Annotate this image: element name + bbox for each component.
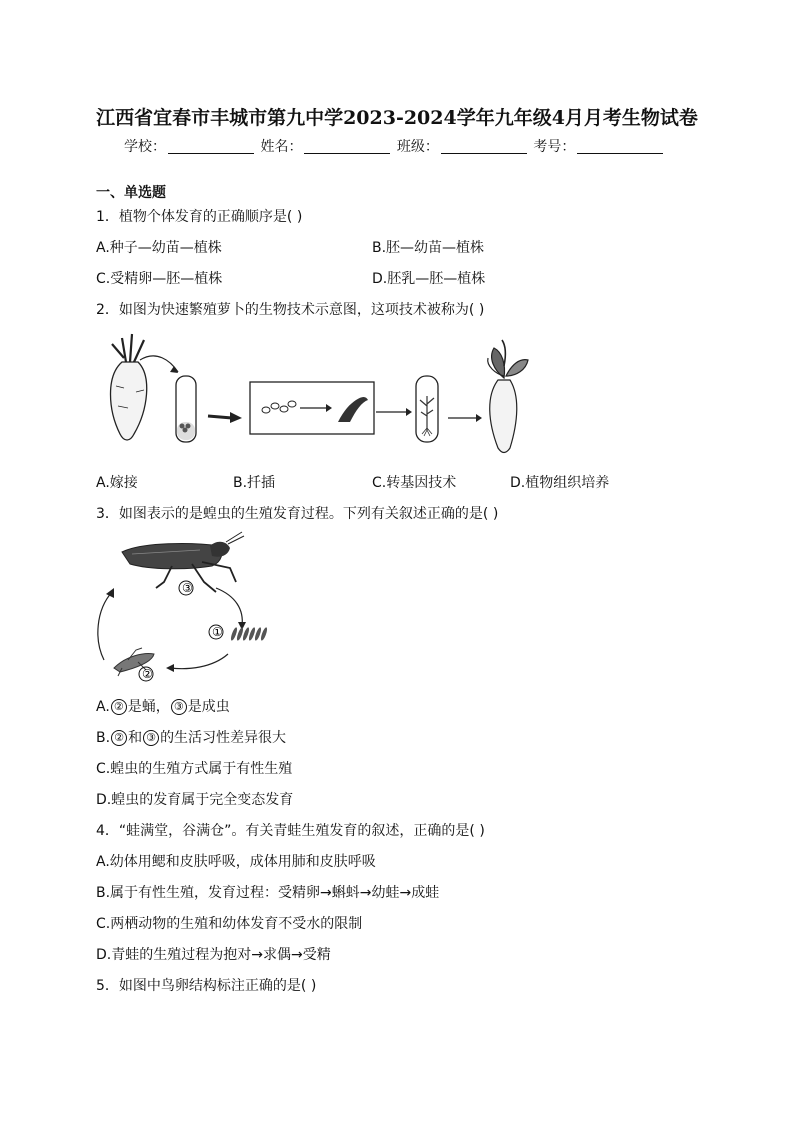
circled-2: ② bbox=[111, 699, 127, 715]
exam-title: 江西省宜春市丰城市第九中学2023-2024学年九年级4月月考生物试卷 bbox=[96, 107, 698, 129]
q2-option-c: C.转基因技术 bbox=[372, 475, 457, 491]
name-label: 姓名： bbox=[260, 139, 303, 155]
stage-3-label: ③ bbox=[182, 581, 193, 595]
q3-option-a bbox=[96, 696, 230, 716]
q3-option-c: C.蝗虫的生殖方式属于有性生殖 bbox=[96, 761, 293, 777]
class-label: 班级： bbox=[396, 139, 439, 155]
q3-option-a-suffix: 是成虫 bbox=[187, 699, 230, 715]
school-blank bbox=[168, 139, 254, 154]
q2-option-a: A.嫁接 bbox=[96, 475, 138, 491]
q1-option-b: B.胚—幼苗—植株 bbox=[372, 240, 485, 256]
stage-2-label: ② bbox=[142, 667, 153, 681]
q3-option-a-prefix: A. bbox=[96, 699, 110, 715]
test-tube-with-tissue-icon bbox=[176, 376, 196, 442]
circled-3: ③ bbox=[171, 699, 187, 715]
q3-option-b bbox=[96, 727, 286, 747]
q3-option-d: D.蝗虫的发育属于完全变态发育 bbox=[96, 792, 294, 808]
school-label: 学校： bbox=[124, 139, 166, 155]
student-info-line bbox=[124, 136, 665, 156]
q4-option-d: D.青蛙的生殖过程为抱对→求偶→受精 bbox=[96, 947, 331, 963]
q1-option-a: A.种子—幼苗—植株 bbox=[96, 240, 222, 256]
q1-stem: 1．植物个体发育的正确顺序是( ) bbox=[96, 209, 303, 225]
q5-stem: 5．如图中鸟卵结构标注正确的是( ) bbox=[96, 978, 317, 994]
name-blank bbox=[304, 139, 390, 154]
q3-stem: 3．如图表示的是蝗虫的生殖发育过程。下列有关叙述正确的是( ) bbox=[96, 506, 499, 522]
q1-option-d: D.胚乳—胚—植株 bbox=[372, 271, 486, 287]
q3-option-b-suffix: 的生活习性差异很大 bbox=[160, 730, 287, 746]
class-blank bbox=[441, 139, 527, 154]
q4-option-c: C.两栖动物的生殖和幼体发育不受水的限制 bbox=[96, 916, 363, 932]
callus-differentiation-panel bbox=[250, 382, 374, 434]
stage-1-label: ① bbox=[212, 625, 223, 639]
section-title: 一、单选题 bbox=[96, 185, 166, 201]
q2-option-b: B.扦插 bbox=[233, 475, 276, 491]
q4-stem: 4．“蛙满堂，谷满仓”。有关青蛙生殖发育的叙述，正确的是( ) bbox=[96, 823, 485, 839]
q3-option-a-mid: 是蛹， bbox=[127, 699, 170, 715]
circled-3: ③ bbox=[143, 730, 159, 746]
circled-2: ② bbox=[111, 730, 127, 746]
q1-option-c: C.受精卵—胚—植株 bbox=[96, 271, 223, 287]
q4-option-a: A.幼体用鳃和皮肤呼吸，成体用肺和皮肤呼吸 bbox=[96, 854, 376, 870]
exam-number-blank bbox=[577, 139, 663, 154]
q2-option-d: D.植物组织培养 bbox=[510, 475, 610, 491]
q3-option-b-prefix: B. bbox=[96, 730, 111, 746]
exam-number-label: 考号： bbox=[533, 139, 576, 155]
q4-option-b: B.属于有性生殖，发育过程：受精卵→蝌蚪→幼蛙→成蛙 bbox=[96, 885, 440, 901]
locust-life-cycle-figure bbox=[92, 530, 272, 684]
q2-stem: 2．如图为快速繁殖萝卜的生物技术示意图，这项技术被称为( ) bbox=[96, 302, 485, 318]
radish-icon bbox=[111, 334, 147, 440]
radish-plant-icon bbox=[488, 340, 528, 453]
test-tube-with-plantlet-icon bbox=[416, 376, 438, 442]
q3-option-b-mid: 和 bbox=[128, 730, 143, 746]
tissue-culture-figure bbox=[100, 330, 540, 456]
egg-mass-icon bbox=[230, 627, 269, 642]
